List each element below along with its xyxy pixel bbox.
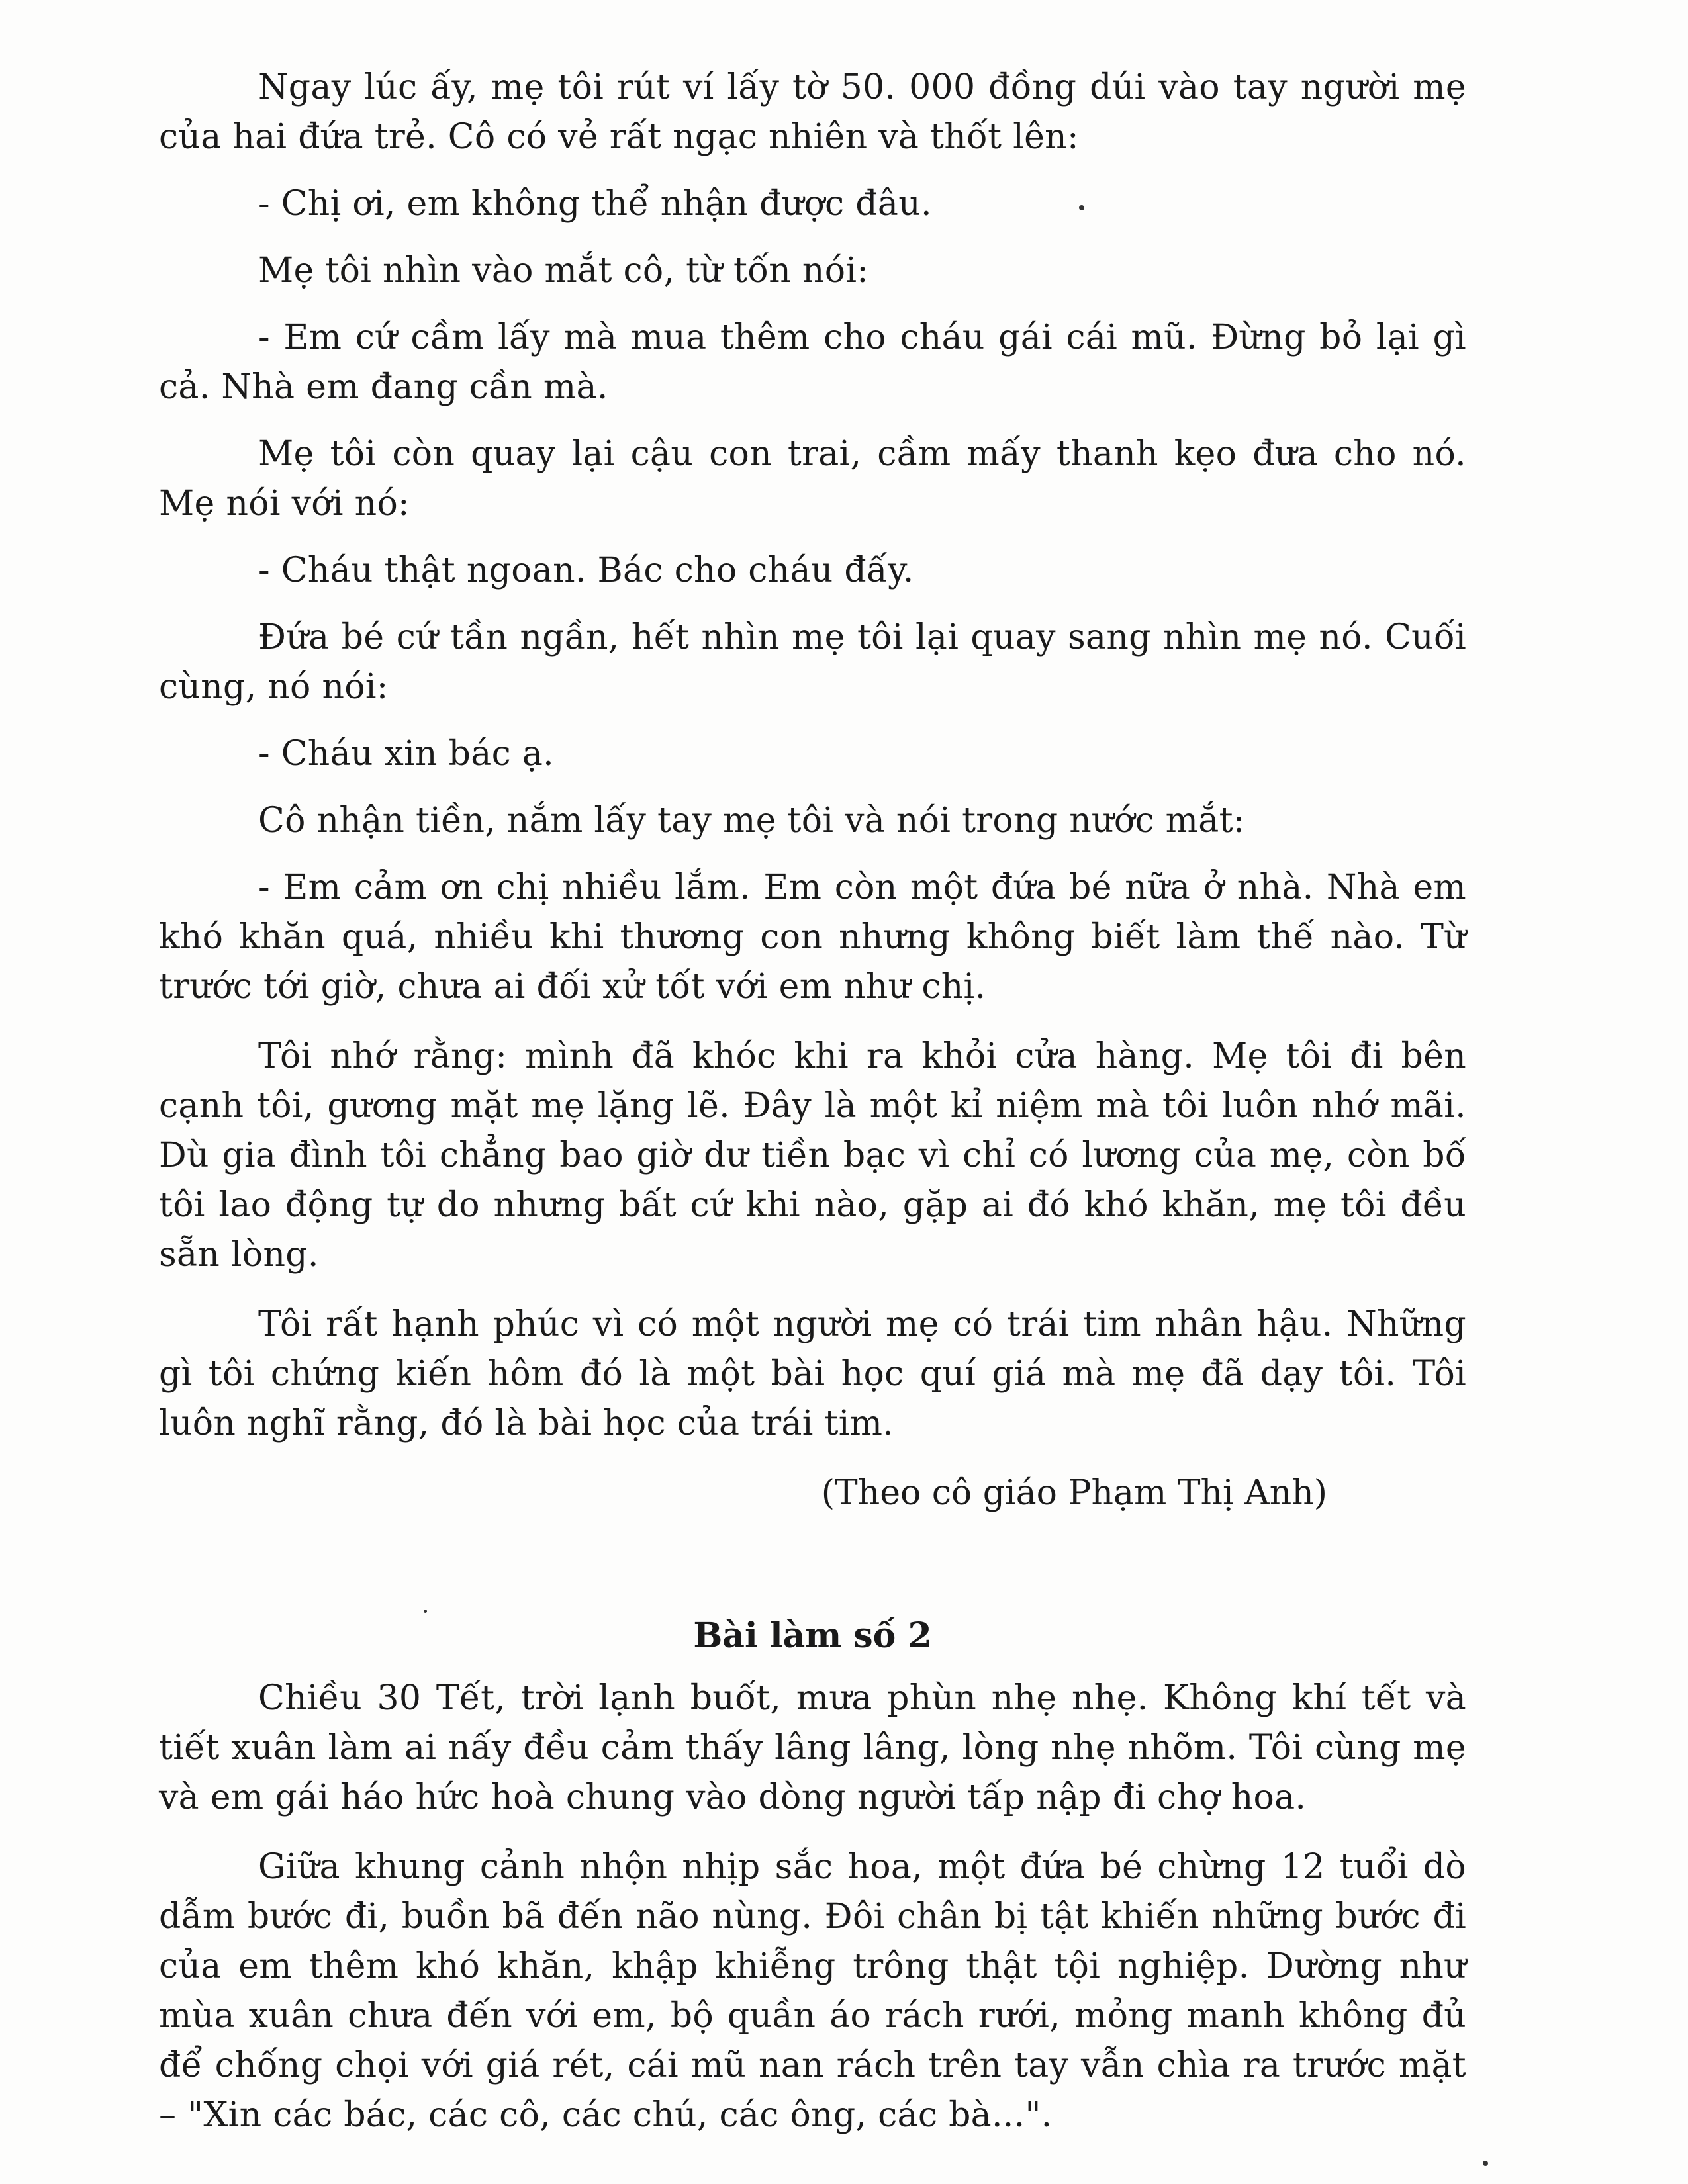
paragraph: Mẹ tôi nhìn vào mắt cô, từ tốn nói: bbox=[258, 251, 869, 291]
paragraph: Tôi nhớ rằng: mình đã khóc khi ra khỏi cửa hàng. Mẹ tôi đi bên cạnh tôi, gương mặt mẹ lặng lẽ. Đây là một kỉ niệm mà tôi luôn nhớ mãi. Dù gia đình tôi chẳng bao giờ dư tiền bạc vì chỉ có lương của mẹ, còn bố tôi lao động tự do nhưng bất cứ khi nào, gặp ai đó khó khăn, mẹ tôi đều sẵn lòng. bbox=[159, 1036, 1466, 1275]
paragraph: Mẹ tôi còn quay lại cậu con trai, cầm mấy thanh kẹo đưa cho nó. Mẹ nói với nó: bbox=[159, 434, 1466, 523]
scan-speck bbox=[1483, 2161, 1488, 2166]
paragraph: Giữa khung cảnh nhộn nhịp sắc hoa, một đứa bé chừng 12 tuổi dò dẫm bước đi, buồn bã đến não nùng. Đôi chân bị tật khiến những bước đi của em thêm khó khăn, khập khiễng trông thật tội nghiệp. Dường như mùa xuân chưa đến với em, bộ quần áo rách rưới, mỏng manh không đủ để chống chọi với giá rét, cái mũ nan rách trên tay vẫn chìa ra trước mặt – "Xin các bác, các cô, các chú, các ông, các bà...". bbox=[159, 1847, 1466, 2135]
dialog-line: - Cháu xin bác ạ. bbox=[258, 734, 554, 774]
dialog-line: - Chị ơi, em không thể nhận được đâu. bbox=[258, 184, 932, 224]
scan-speck bbox=[424, 1610, 427, 1613]
dialog-line: - Em cứ cầm lấy mà mua thêm cho cháu gái cái mũ. Đừng bỏ lại gì cả. Nhà em đang cần mà. bbox=[159, 318, 1466, 407]
scan-speck bbox=[1079, 205, 1084, 210]
attribution: (Theo cô giáo Phạm Thị Anh) bbox=[821, 1473, 1327, 1513]
text-column bbox=[159, 63, 1466, 2140]
dialog-line: - Cháu thật ngoan. Bác cho cháu đấy. bbox=[258, 551, 914, 590]
section-heading: Bài làm số 2 bbox=[693, 1615, 932, 1656]
paragraph: Chiều 30 Tết, trời lạnh buốt, mưa phùn nhẹ nhẹ. Không khí tết và tiết xuân làm ai nấy đều cảm thấy lâng lâng, lòng nhẹ nhõm. Tôi cùng mẹ và em gái háo hức hoà chung vào dòng người tấp nập đi chợ hoa. bbox=[159, 1678, 1466, 1817]
paragraph: Cô nhận tiền, nắm lấy tay mẹ tôi và nói trong nước mắt: bbox=[258, 801, 1245, 841]
paragraph: Ngay lúc ấy, mẹ tôi rút ví lấy tờ 50. 000 đồng dúi vào tay người mẹ của hai đứa trẻ. Cô có vẻ rất ngạc nhiên và thốt lên: bbox=[159, 68, 1466, 157]
paragraph: Tôi rất hạnh phúc vì có một người mẹ có trái tim nhân hậu. Những gì tôi chứng kiến hôm đó là một bài học quí giá mà mẹ đã dạy tôi. Tôi luôn nghĩ rằng, đó là bài học của trái tim. bbox=[159, 1304, 1466, 1443]
dialog-line: - Em cảm ơn chị nhiều lắm. Em còn một đứa bé nữa ở nhà. Nhà em khó khăn quá, nhiều khi thương con nhưng không biết làm thế nào. Từ trước tới giờ, chưa ai đối xử tốt với em như chị. bbox=[159, 868, 1466, 1007]
paragraph: Đứa bé cứ tần ngần, hết nhìn mẹ tôi lại quay sang nhìn mẹ nó. Cuối cùng, nó nói: bbox=[159, 617, 1466, 707]
